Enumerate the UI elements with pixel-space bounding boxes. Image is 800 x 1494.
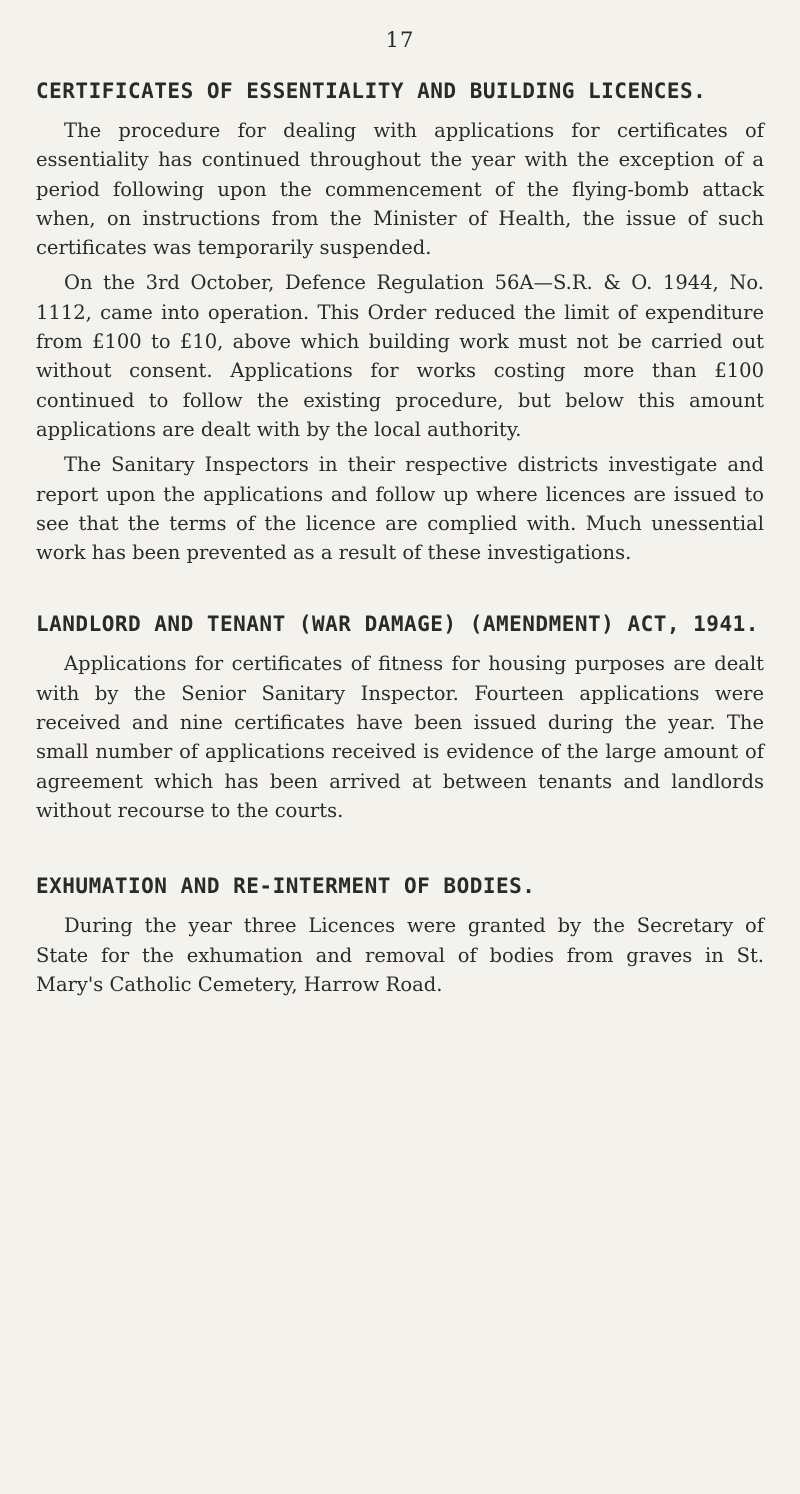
section-heading: LANDLORD AND TENANT (WAR DAMAGE) (AMENDMENT) ACT, 1941. (36, 612, 759, 637)
page-number: 17 (385, 28, 415, 52)
paragraph: On the 3rd October, Defence Regulation 56A—S.R. & O. 1944, No. 1112, came into operation. This Order reduced the limit of expenditure from £100 to £10, above which building work must not be carried out without consent. Applications for works costing more than £100 continued to follow the existing procedure, but below this amount applications are dealt with by the local authority. (36, 271, 764, 441)
section-heading: CERTIFICATES OF ESSENTIALITY AND BUILDING LICENCES. (36, 79, 707, 103)
section-exhumation (36, 869, 764, 999)
section-heading: EXHUMATION AND RE-INTERMENT OF BODIES. (36, 874, 536, 899)
section-certificates (36, 74, 764, 567)
paragraph: The Sanitary Inspectors in their respective districts investigate and report upon the applications and follow up where licences are issued to see that the terms of the licence are complied with. Much unessential work has been prevented as a result of these investigations. (36, 453, 764, 565)
section-landlord-tenant (36, 607, 764, 825)
paragraph: Applications for certificates of fitness for housing purposes are dealt with by the Senior Sanitary Inspector. Fourteen applications were received and nine certificates have been issued during the year. The small number of applications received is evidence of the large amount of agreement which has been arrived at between tenants and landlords without recourse to the courts. (36, 652, 764, 822)
paragraph: The procedure for dealing with applications for certificates of essentiality has continued throughout the year with the exception of a period following upon the commencement of the flying-bomb attack when, on instructions from the Minister of Health, the issue of such certificates was temporarily suspended. (36, 119, 764, 260)
paragraph: During the year three Licences were granted by the Secretary of State for the exhumation and removal of bodies from graves in St. Mary's Catholic Cemetery, Harrow Road. (36, 914, 764, 996)
